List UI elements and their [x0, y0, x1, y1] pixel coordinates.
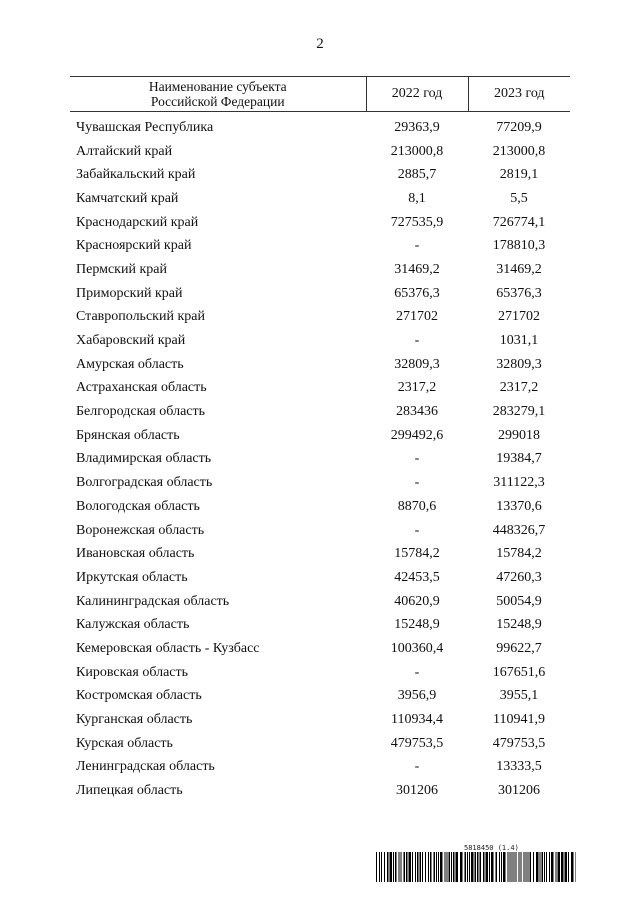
value-2022-cell: 15784,2 — [394, 546, 440, 562]
barcode-bar — [467, 852, 468, 882]
value-2023-cell: 301206 — [498, 783, 540, 799]
table-row — [70, 353, 570, 377]
header-subject-name — [70, 77, 366, 112]
table-row — [70, 329, 570, 353]
barcode-bar — [503, 852, 506, 882]
data-table-container — [70, 76, 570, 803]
barcode-bar — [412, 852, 413, 882]
value-2022-cell: 479753,5 — [390, 735, 444, 751]
subject-name-cell: Калининградская область — [76, 593, 230, 609]
value-2022-cell: - — [414, 759, 420, 775]
value-2023-cell: 15248,9 — [496, 617, 542, 633]
subject-name-cell: Кемеровская область - Кузбасс — [76, 640, 260, 656]
value-2022-cell: - — [414, 333, 420, 349]
barcode-bar — [486, 852, 489, 882]
table-row — [70, 282, 570, 306]
value-2023-cell: 311122,3 — [493, 475, 545, 491]
table-row — [70, 140, 570, 164]
page-number: 2 — [316, 36, 324, 52]
header-subject-name-line2: Российской Федерации — [150, 94, 285, 109]
barcode-bar — [381, 852, 382, 882]
table-row — [70, 732, 570, 756]
subject-name-cell: Брянская область — [76, 427, 180, 443]
subject-name-cell: Камчатский край — [76, 190, 179, 206]
barcode-bar — [469, 852, 470, 882]
barcode-bar — [438, 852, 439, 882]
table-header-row — [70, 77, 570, 112]
table-row — [70, 779, 570, 803]
value-2022-cell: - — [414, 522, 420, 538]
table-row — [70, 258, 570, 282]
barcode-bar — [460, 852, 463, 882]
subject-name-cell: Ставропольский край — [76, 309, 205, 325]
barcode-bar — [501, 852, 502, 882]
value-2022-cell: 65376,3 — [394, 285, 440, 301]
table-row — [70, 377, 570, 401]
barcode-bar — [536, 852, 539, 882]
barcode-bar — [425, 852, 426, 882]
value-2022-cell: 283436 — [396, 404, 438, 420]
value-2023-cell: 47260,3 — [496, 569, 542, 585]
subject-name-cell: Кировская область — [76, 664, 189, 680]
table-row — [70, 306, 570, 330]
subject-name-cell: Ивановская область — [76, 546, 195, 562]
value-2022-cell: 29363,9 — [394, 119, 440, 135]
barcode-bar — [428, 852, 429, 882]
value-2023-cell: 283279,1 — [492, 404, 546, 420]
value-2022-cell: 32809,3 — [394, 356, 440, 372]
subject-name-cell: Курганская область — [76, 712, 193, 728]
value-2022-cell: 301206 — [396, 783, 438, 799]
barcode-bar — [512, 852, 513, 882]
barcode-bar — [526, 852, 527, 882]
barcode-bar — [420, 852, 422, 882]
value-2023-cell: 448326,7 — [492, 522, 546, 538]
subject-name-cell: Астраханская область — [76, 380, 207, 396]
barcode-bar — [571, 852, 574, 882]
barcode-bar — [544, 852, 545, 882]
subject-name-cell: Курская область — [76, 735, 173, 751]
value-2022-cell: 271702 — [396, 309, 438, 325]
barcode-bar — [395, 852, 397, 882]
barcode-bar — [568, 852, 569, 882]
barcode-bar — [524, 852, 525, 882]
barcode-image — [376, 852, 576, 882]
barcode-bar — [521, 852, 522, 882]
value-2023-cell: 32809,3 — [496, 356, 542, 372]
value-2022-cell: 42453,5 — [394, 569, 440, 585]
barcode-bar — [393, 852, 394, 882]
barcode-bar — [379, 852, 380, 882]
subject-name-cell: Владимирская область — [76, 451, 212, 467]
subject-name-cell: Липецкая область — [76, 783, 183, 799]
barcode-bar — [542, 852, 544, 882]
barcode-bar — [434, 852, 436, 882]
value-2022-cell: - — [414, 475, 420, 491]
table-row — [70, 495, 570, 519]
value-2023-cell: 2317,2 — [499, 380, 539, 396]
barcode-bar — [549, 852, 550, 882]
barcode-bar — [384, 852, 385, 882]
value-2022-cell: 8,1 — [408, 190, 426, 206]
barcode-bar — [409, 852, 412, 882]
value-2023-cell: 726774,1 — [492, 214, 546, 230]
barcode-bar — [561, 852, 564, 882]
barcode-bar — [516, 852, 517, 882]
barcode-bar — [445, 852, 446, 882]
barcode-bar — [477, 852, 479, 882]
value-2023-cell: 13370,6 — [496, 498, 542, 514]
barcode-bar — [456, 852, 459, 882]
barcode-bar — [404, 852, 406, 882]
barcode-bar — [565, 852, 568, 882]
barcode-bar — [390, 852, 393, 882]
value-2022-cell: 100360,4 — [390, 640, 444, 656]
table-row — [70, 637, 570, 661]
table-row — [70, 519, 570, 543]
table-row — [70, 685, 570, 709]
subject-name-cell: Хабаровский край — [76, 333, 186, 349]
value-2023-cell: 15784,2 — [496, 546, 542, 562]
value-2023-cell: 65376,3 — [496, 285, 542, 301]
subject-name-cell: Амурская область — [76, 356, 184, 372]
barcode-bar — [451, 852, 452, 882]
barcode-bar — [508, 852, 509, 882]
value-2023-cell: 99622,7 — [496, 640, 542, 656]
barcode-bar — [483, 852, 485, 882]
subject-name-cell: Волгоградская область — [76, 475, 213, 491]
value-2023-cell: 5,5 — [510, 190, 528, 206]
barcode-bar — [576, 852, 577, 882]
value-2022-cell: - — [414, 238, 420, 254]
value-2023-cell: 178810,3 — [492, 238, 546, 254]
barcode-bar — [496, 852, 498, 882]
barcode-bar — [489, 852, 490, 882]
value-2022-cell: 299492,6 — [390, 427, 444, 443]
barcode-bar — [499, 852, 500, 882]
barcode-bar — [546, 852, 547, 882]
value-2022-cell: 727535,9 — [390, 214, 444, 230]
barcode-bar — [528, 852, 529, 882]
barcode-bar — [447, 852, 448, 882]
value-2022-cell: 15248,9 — [394, 617, 440, 633]
value-2023-cell: 2819,1 — [499, 167, 539, 183]
table-row — [70, 542, 570, 566]
value-2023-cell: 31469,2 — [496, 261, 542, 277]
value-2023-cell: 50054,9 — [496, 593, 542, 609]
barcode-bar — [436, 852, 437, 882]
table-row — [70, 756, 570, 780]
barcode-bar — [449, 852, 451, 882]
barcode-bar — [465, 852, 467, 882]
value-2023-cell: 77209,9 — [496, 119, 542, 135]
barcode-bar — [533, 852, 534, 882]
table-row — [70, 400, 570, 424]
barcode-bar — [406, 852, 408, 882]
barcode-bar — [422, 852, 423, 882]
subject-name-cell: Алтайский край — [76, 143, 173, 159]
barcode-bar — [430, 852, 432, 882]
subject-name-cell: Забайкальский край — [76, 167, 196, 183]
subject-name-cell: Калужская область — [76, 617, 190, 633]
value-2022-cell: 8870,6 — [397, 498, 437, 514]
value-2022-cell: 3956,9 — [397, 688, 437, 704]
table-row — [70, 590, 570, 614]
value-2023-cell: 167651,6 — [492, 664, 546, 680]
subject-name-cell: Белгородская область — [76, 404, 206, 420]
barcode-bar — [401, 852, 402, 882]
value-2022-cell: - — [414, 451, 420, 467]
table-row — [70, 424, 570, 448]
table-row — [70, 163, 570, 187]
barcode-bar — [471, 852, 474, 882]
subject-name-cell: Краснодарский край — [76, 214, 199, 230]
value-2023-cell: 271702 — [498, 309, 540, 325]
barcode-bar — [475, 852, 477, 882]
value-2022-cell: 40620,9 — [394, 593, 440, 609]
table-row — [70, 471, 570, 495]
value-2023-cell: 110941,9 — [493, 712, 545, 728]
value-2023-cell: 479753,5 — [492, 735, 546, 751]
subject-name-cell: Красноярский край — [76, 238, 192, 254]
barcode-bar — [387, 852, 389, 882]
subject-name-cell: Костромская область — [76, 688, 202, 704]
barcode-label: 5818450 (1.4) — [464, 844, 519, 852]
header-year-2022: 2022 год — [366, 77, 468, 112]
value-2023-cell: 13333,5 — [496, 759, 542, 775]
table-row — [70, 187, 570, 211]
subject-name-cell: Ленинградская область — [76, 759, 215, 775]
header-subject-name-line1: Наименование субъекта — [148, 79, 287, 94]
barcode-bar — [540, 852, 541, 882]
value-2022-cell: 110934,4 — [391, 712, 443, 728]
table-row — [70, 234, 570, 258]
table-row — [70, 211, 570, 235]
data-table — [70, 76, 570, 803]
subject-name-cell: Пермский край — [76, 261, 167, 277]
barcode-bar — [491, 852, 494, 882]
barcode-bar — [399, 852, 400, 882]
table-row — [70, 613, 570, 637]
subject-name-cell: Воронежская область — [76, 522, 205, 538]
value-2023-cell: 3955,1 — [499, 688, 539, 704]
barcode-bar — [376, 852, 377, 882]
value-2023-cell: 213000,8 — [492, 143, 546, 159]
barcode-bar — [556, 852, 557, 882]
value-2022-cell: 213000,8 — [390, 143, 444, 159]
barcode-bar — [558, 852, 561, 882]
subject-name-cell: Вологодская область — [76, 498, 200, 514]
subject-name-cell: Приморский край — [76, 285, 183, 301]
barcode-bar — [519, 852, 520, 882]
value-2023-cell: 299018 — [498, 427, 540, 443]
subject-name-cell: Иркутская область — [76, 569, 188, 585]
barcode-bar — [480, 852, 482, 882]
value-2022-cell: 2317,2 — [397, 380, 437, 396]
barcode-bar — [415, 852, 416, 882]
value-2022-cell: - — [414, 664, 420, 680]
barcode-bar — [453, 852, 455, 882]
value-2022-cell: 2885,7 — [397, 167, 437, 183]
barcode-bar — [510, 852, 511, 882]
table-row — [70, 112, 570, 140]
value-2023-cell: 19384,7 — [496, 451, 542, 467]
value-2022-cell: 31469,2 — [394, 261, 440, 277]
barcode-bar — [530, 852, 532, 882]
barcode-bar — [417, 852, 419, 882]
barcode-bar — [440, 852, 443, 882]
table-row — [70, 661, 570, 685]
subject-name-cell: Чувашская Республика — [76, 119, 214, 135]
header-year-2023: 2023 год — [468, 77, 570, 112]
value-2023-cell: 1031,1 — [499, 333, 539, 349]
barcode-bar — [514, 852, 515, 882]
table-row — [70, 566, 570, 590]
table-row — [70, 448, 570, 472]
barcode-bar — [551, 852, 554, 882]
table-body — [70, 112, 570, 803]
table-row — [70, 708, 570, 732]
